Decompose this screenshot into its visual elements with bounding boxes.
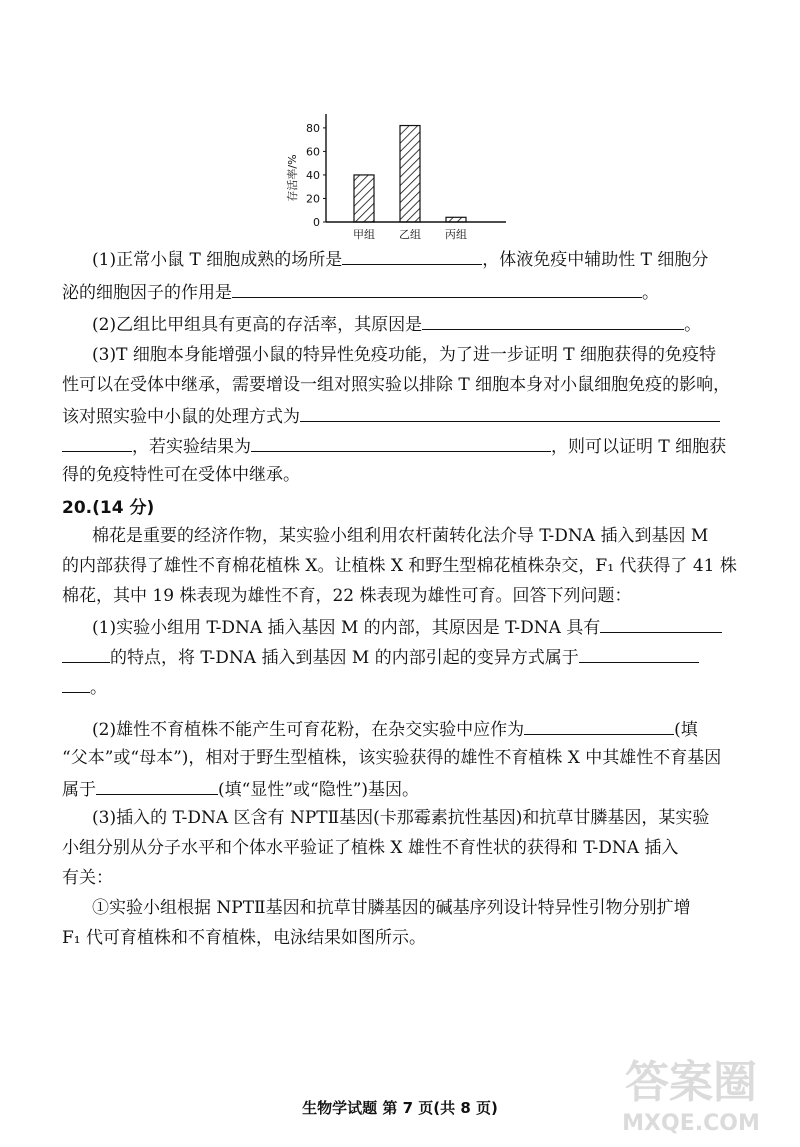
- y-tick-label: 0: [313, 216, 320, 229]
- x-tick-label: 乙组: [399, 228, 421, 241]
- q20-part2-line2: “父本”或“母本”)，相对于野生型植株，该实验获得的雄性不育植株 X 中其雄性不育基因: [62, 748, 722, 768]
- answer-blank[interactable]: [579, 644, 699, 663]
- q19-p1-text-b: ，体液免疫中辅助性 T 细胞分: [482, 250, 709, 270]
- bar: [446, 217, 466, 222]
- q20-part1-line1: [92, 614, 772, 640]
- answer-blank[interactable]: [300, 403, 720, 422]
- q20-part3-line3: 有关：: [62, 868, 113, 888]
- q20-intro-line2: 的内部获得了雄性不育棉花植株 X。让植株 X 和野生型棉花植株杂交，F₁ 代获得了 41 株: [62, 556, 737, 576]
- watermark-logo: [606, 1042, 776, 1137]
- survival-bar-chart: [280, 110, 520, 245]
- answer-blank[interactable]: [251, 433, 551, 452]
- q20-p2-text-a: (2)雄性不育植株不能产生可育花粉，在杂交实验中应作为: [92, 720, 525, 740]
- q20-p2-text-d: 属于: [62, 780, 96, 800]
- q20-p1-text-c: 。: [90, 678, 107, 698]
- q19-p3-text-d: ，若实验结果为: [132, 437, 251, 457]
- q19-part2-line: [92, 311, 772, 337]
- y-tick-label: 40: [306, 168, 320, 182]
- q19-p3-text-c: 该对照实验中小鼠的处理方式为: [62, 407, 300, 427]
- q20-p1-text-b: 的特点，将 T-DNA 插入到基因 M 的内部引起的变异方式属于: [110, 648, 579, 668]
- q20-part3-line1: (3)插入的 T-DNA 区含有 NPTⅡ基因(卡那霉素抗性基因)和抗草甘膦基因，某实验: [92, 808, 710, 828]
- q19-p1-text-a: (1)正常小鼠 T 细胞成熟的场所是: [92, 250, 343, 270]
- q20-intro-line1: 棉花是重要的经济作物，某实验小组利用农杆菌转化法介导 T-DNA 插入到基因 M: [92, 526, 709, 546]
- q19-p1-text-d: 。: [642, 283, 659, 303]
- y-tick-label: 20: [306, 192, 320, 206]
- q20-part1-line2: [62, 644, 742, 670]
- page-footer: 生物学试题 第 7 页(共 8 页): [302, 1099, 498, 1117]
- x-tick-label: 甲组: [353, 228, 375, 241]
- y-tick-label: 80: [306, 121, 320, 135]
- answer-blank[interactable]: [342, 246, 482, 265]
- q19-part3-line5: 得的免疫特性可在受体中继承。: [62, 465, 300, 485]
- y-tick-label: 60: [306, 145, 320, 159]
- q20-number: 20.(14 分): [62, 498, 155, 518]
- q20-p2-text-e: (填“显性”或“隐性”)基因。: [218, 780, 420, 800]
- answer-blank[interactable]: [524, 716, 674, 735]
- q20-p1-text-a: (1)实验小组用 T-DNA 插入基因 M 的内部，其原因是 T-DNA 具有: [92, 618, 601, 638]
- bar: [400, 126, 420, 222]
- answer-blank[interactable]: [422, 311, 684, 330]
- answer-blank[interactable]: [62, 674, 90, 693]
- q19-p2-text-a: (2)乙组比甲组具有更高的存活率，其原因是: [92, 315, 423, 335]
- answer-blank[interactable]: [600, 614, 722, 633]
- q19-p3-text-e: ，则可以证明 T 细胞获: [551, 437, 727, 457]
- q19-part3-line4: [62, 433, 742, 459]
- q20-part1-line3: [62, 674, 742, 700]
- q19-p1-text-c: 泌的细胞因子的作用是: [62, 283, 232, 303]
- q20-part2-line3: [62, 776, 742, 802]
- answer-blank[interactable]: [62, 644, 110, 663]
- q20-p2-text-b: (填: [674, 720, 698, 740]
- x-tick-label: 丙组: [445, 228, 467, 241]
- q20-subpart1-line1: ①实验小组根据 NPTⅡ基因和抗草甘膦基因的碱基序列设计特异性引物分别扩增: [92, 898, 691, 918]
- q20-part3-line2: 小组分别从分子水平和个体水平验证了植株 X 雄性不育性状的获得和 T-DNA 插入: [62, 838, 679, 858]
- q19-part1-line2: [62, 279, 742, 305]
- q19-part3-line2: 性可以在受体中继承，需要增设一组对照实验以排除 T 细胞本身对小鼠细胞免疫的影响，: [62, 375, 731, 395]
- watermark-line2: MXQE.COM: [622, 1111, 760, 1136]
- q20-subpart1-line2: F₁ 代可育植株和不育植株，电泳结果如图所示。: [62, 928, 427, 948]
- q20-part2-line1: [92, 716, 772, 742]
- answer-blank[interactable]: [232, 279, 642, 298]
- watermark-line1: 答案圈: [625, 1057, 757, 1108]
- q20-intro-line3: 棉花，其中 19 株表现为雄性不育，22 株表现为雄性可育。回答下列问题：: [62, 586, 632, 606]
- q19-part1-line1: [92, 246, 772, 272]
- answer-blank[interactable]: [62, 433, 132, 452]
- q19-p2-text-b: 。: [684, 315, 702, 335]
- q19-part3-line1: (3)T 细胞本身能增强小鼠的特异性免疫功能，为了进一步证明 T 细胞获得的免疫特: [92, 345, 716, 365]
- q19-part3-line3: [62, 403, 742, 429]
- answer-blank[interactable]: [96, 776, 218, 795]
- bar: [354, 175, 374, 222]
- y-axis-label: 存活率/%: [286, 154, 299, 202]
